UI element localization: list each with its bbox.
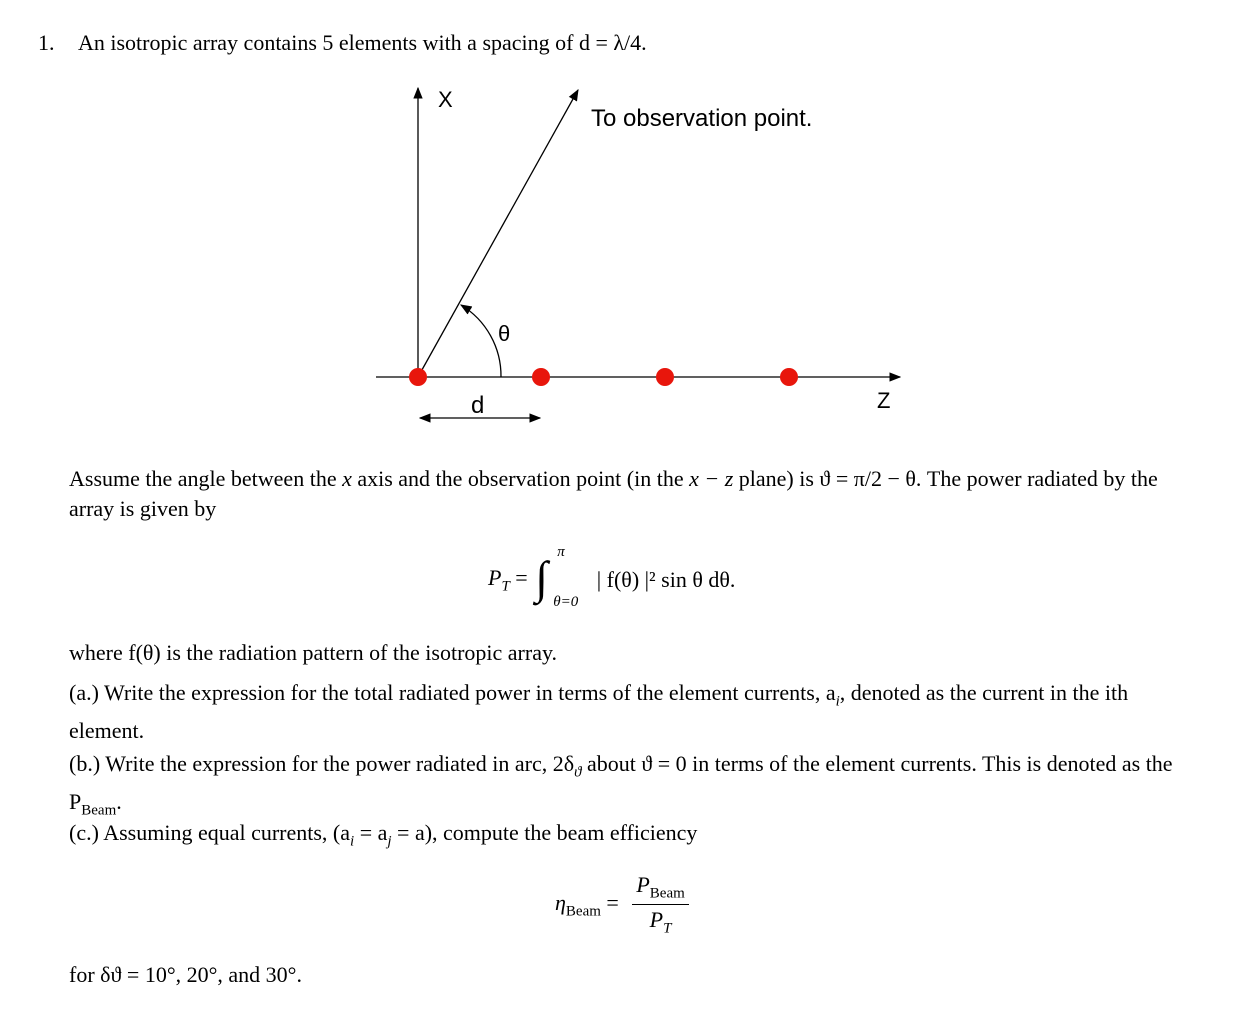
part-c-mid: = a (354, 820, 388, 845)
part-b-sub: ϑ (574, 764, 582, 781)
part-a (69, 678, 1189, 746)
where-line: where f(θ) is the radiation pattern of the isotropic array. (69, 640, 558, 665)
assume-x: x (342, 466, 352, 491)
power-equation (488, 544, 736, 612)
part-a-end: , denoted as the current in the ith element. (69, 680, 1129, 744)
part-b-end: . (116, 789, 122, 815)
part-c (69, 818, 697, 856)
array-element-1 (409, 368, 427, 386)
observation-label: To observation point. (591, 105, 813, 132)
eff-eq-sign: = (600, 889, 619, 915)
z-axis-label: Z (877, 388, 891, 413)
angle-arc (461, 305, 501, 377)
integral-upper: π (557, 544, 565, 560)
angle-label: θ (498, 321, 511, 346)
power-lhs-sub: T (501, 578, 510, 595)
part-b-text: (b.) Write the expression for the power radiated in arc, 2δ (69, 751, 575, 776)
assumption-paragraph (69, 464, 1189, 524)
array-element-2 (532, 368, 550, 386)
part-c-text: (c.) Assuming equal currents, (a (69, 820, 351, 845)
power-lhs: P (488, 564, 502, 590)
integrand: | f(θ) |² sin θ dθ. (596, 567, 736, 592)
assume-text-a: Assume the angle between the (69, 466, 343, 491)
problem-number: 1. (38, 30, 55, 55)
part-b-sub2: Beam (81, 802, 117, 819)
part-a-sub: i (835, 693, 840, 710)
power-eq-sign: = (509, 564, 528, 590)
problem-statement: An isotropic array contains 5 elements with a spacing of d = λ/4. (78, 30, 647, 55)
spacing-label: d (471, 392, 485, 419)
eff-lhs-sub: Beam (565, 903, 601, 920)
eff-lhs: η (555, 889, 566, 915)
assume-text-c: plane) is ϑ = π/2 − θ. The power radiated by the array is given by (69, 466, 1158, 521)
x-axis-label: X (438, 87, 453, 112)
efficiency-fraction (632, 872, 688, 938)
part-c-sub2: j (387, 833, 392, 850)
assume-text-b: axis and the observation point (in the (351, 466, 690, 491)
efficiency-equation (555, 872, 689, 938)
assume-xz: x − z (689, 466, 734, 491)
integral-lower: θ=0 (553, 594, 579, 610)
eff-numerator: $P_{Beam}$ (632, 872, 688, 905)
array-element-3 (656, 368, 674, 386)
part-c-end: = a), compute the beam efficiency (391, 820, 698, 845)
array-diagram (0, 0, 1244, 460)
part-b-mid: about ϑ = 0 in terms of the element currents. This is denoted as the P (69, 751, 1173, 815)
eff-denominator: $P_T$ (649, 907, 672, 937)
part-b (69, 749, 1189, 826)
part-c-sub1: i (350, 833, 355, 850)
part-a-text: (a.) Write the expression for the total radiated power in terms of the element currents, a (69, 680, 836, 705)
array-element-4 (780, 368, 798, 386)
integral-sign: ∫ (535, 552, 548, 603)
final-line: for δϑ = 10°, 20°, and 30°. (69, 962, 302, 987)
